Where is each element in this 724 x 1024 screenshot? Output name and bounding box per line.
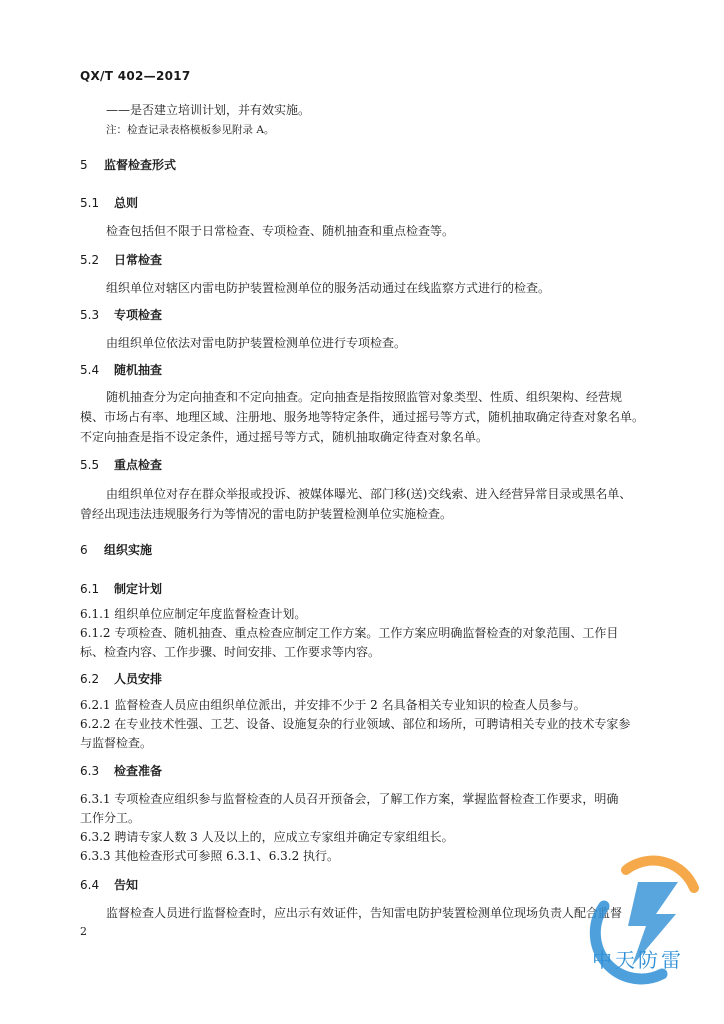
text-line: 组织单位对辖区内雷电防护装置检测单位的服务活动通过在线监察方式进行的检查。	[106, 281, 551, 295]
page-number: 2	[80, 925, 87, 938]
text-line: 6.3.2 聘请专家人数 3 人及以上的，应成立专家组并确定专家组组长。	[80, 830, 454, 844]
text-line: 由组织单位依法对雷电防护装置检测单位进行专项检查。	[106, 336, 407, 350]
section-title: 制定计划	[114, 582, 163, 596]
section-title: 告知	[114, 878, 139, 892]
text-line: 由组织单位对存在群众举报或投诉、被媒体曝光、部门移(送)交线索、进入经营异常目录或黑名单、	[106, 487, 632, 501]
section-number: 5.1	[80, 196, 100, 210]
section-number: 5.3	[80, 308, 100, 322]
text-line: 6.3.1 专项检查应组织参与监督检查的人员召开预备会，了解工作方案，掌握监督检查工作要求，明确	[80, 792, 619, 806]
section-title: 检查准备	[114, 764, 163, 778]
text-line: 6.2.1 监督检查人员应由组织单位派出，并安排不少于 2 名具备相关专业知识的检查人员参与。	[80, 698, 586, 712]
section-title: 专项检查	[114, 308, 163, 322]
text-line: 6.1.2 专项检查、随机抽查、重点检查应制定工作方案。工作方案应明确监督检查的对象范围、工作目	[80, 626, 619, 640]
section-title: 人员安排	[114, 672, 163, 686]
standard-code-header: QX/T 402—2017	[80, 69, 191, 83]
lightning-logo-icon	[574, 848, 724, 1024]
note-line: 注：检查记录表格模板参见附录 A。	[106, 124, 275, 136]
text-line: 6.2.2 在专业技术性强、工艺、设备、设施复杂的行业领域、部位和场所，可聘请相关专业的技术专家参	[80, 717, 631, 731]
section-number: 6.3	[80, 764, 100, 778]
subsection-heading	[80, 457, 162, 473]
subsection-heading	[80, 307, 162, 323]
subsection-heading	[80, 671, 162, 687]
section-title: 随机抽查	[114, 363, 163, 377]
text-line: 检查包括但不限于日常检查、专项检查、随机抽查和重点检查等。	[106, 224, 455, 238]
subsection-heading	[80, 763, 162, 779]
text-line: 随机抽查分为定向抽查和不定向抽查。定向抽查是指按照监管对象类型、性质、组织架构、经营规	[106, 390, 623, 404]
section-number: 6.4	[80, 878, 100, 892]
section-title: 组织实施	[104, 543, 153, 557]
text-line: 标、检查内容、工作步骤、时间安排、工作要求等内容。	[80, 645, 381, 659]
subsection-heading	[80, 252, 162, 268]
text-line: 6.3.3 其他检查形式可参照 6.3.1、6.3.2 执行。	[80, 849, 340, 863]
subsection-heading	[80, 195, 138, 211]
text-line: 6.1.1 组织单位应制定年度监督检查计划。	[80, 607, 307, 621]
text-line: 模、市场占有率、地理区域、注册地、服务地等特定条件，通过摇号等方式，随机抽取确定待查对象名单。	[80, 410, 645, 424]
section-number: 5	[80, 158, 88, 172]
section-number: 6.2	[80, 672, 100, 686]
subsection-heading	[80, 877, 138, 893]
section-heading	[80, 157, 176, 173]
section-number: 6	[80, 543, 88, 557]
subsection-heading	[80, 581, 162, 597]
section-number: 5.5	[80, 458, 100, 472]
section-number: 6.1	[80, 582, 100, 596]
text-line: 曾经出现违法违规服务行为等情况的雷电防护装置检测单位实施检查。	[80, 507, 453, 521]
section-heading	[80, 542, 152, 558]
text-line: ——是否建立培训计划，并有效实施。	[106, 103, 311, 117]
text-line: 与监督检查。	[80, 736, 153, 750]
text-line: 监督检查人员进行监督检查时，应出示有效证件，告知雷电防护装置检测单位现场负责人配合监督	[106, 906, 623, 920]
subsection-heading	[80, 362, 162, 378]
section-title: 日常检查	[114, 253, 163, 267]
section-title: 重点检查	[114, 458, 163, 472]
text-line: 工作分工。	[80, 811, 141, 825]
section-number: 5.4	[80, 363, 100, 377]
watermark-text: 中天防雷	[592, 948, 684, 972]
section-number: 5.2	[80, 253, 100, 267]
section-title: 总则	[114, 196, 139, 210]
text-line: 不定向抽查是指不设定条件，通过摇号等方式，随机抽取确定待查对象名单。	[80, 430, 489, 444]
section-title: 监督检查形式	[104, 158, 177, 172]
